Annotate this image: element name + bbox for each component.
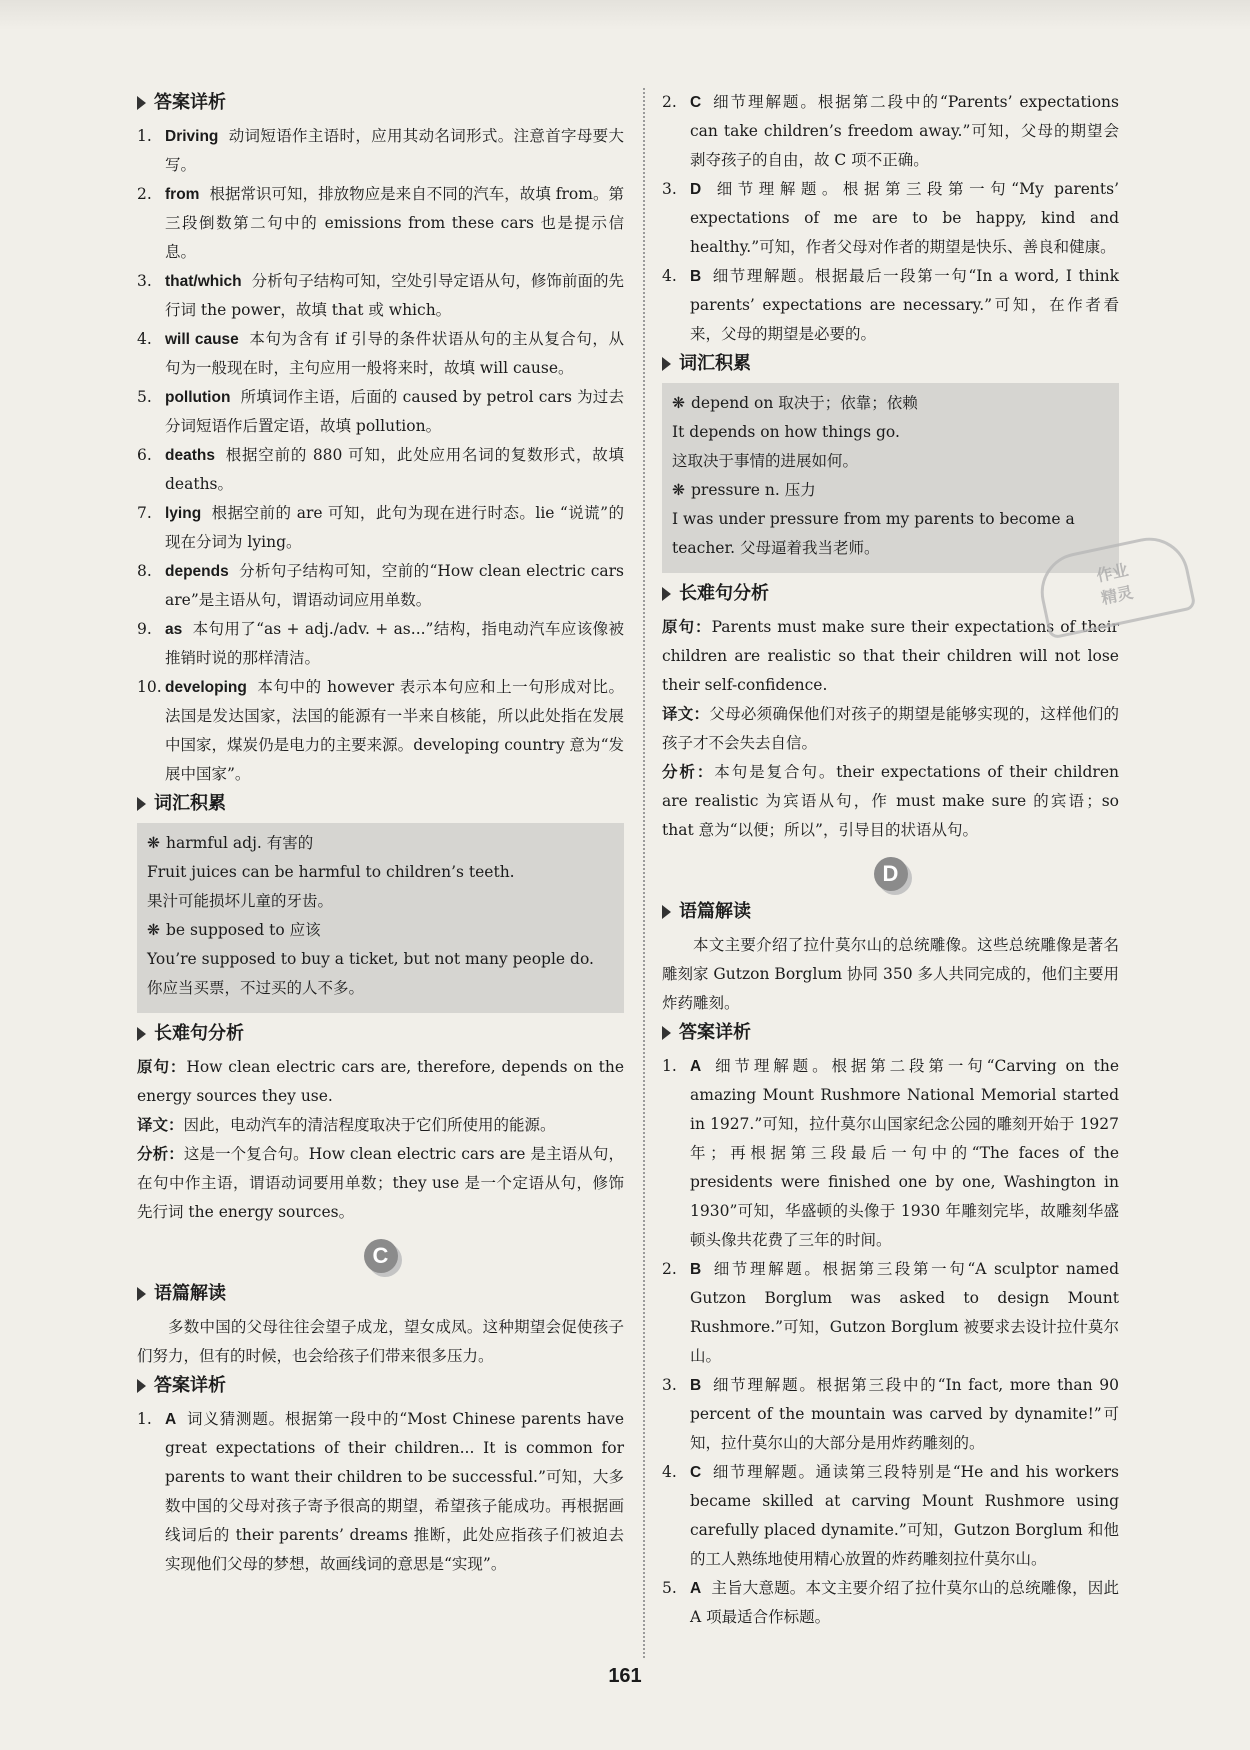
triangle-icon	[137, 96, 146, 110]
triangle-icon	[662, 357, 671, 371]
original-sentence: 原句：How clean electric cars are, therefore, depends on the energy sources they use.	[137, 1058, 624, 1105]
answer-body	[165, 615, 624, 673]
answer-number: 5.	[662, 1579, 677, 1597]
answer-list	[137, 122, 624, 789]
vocab-heading: 词汇积累	[662, 351, 1119, 377]
asterisk-icon: ❋	[672, 394, 685, 412]
answer-key: will cause	[165, 331, 239, 348]
answer-item	[662, 175, 1119, 262]
answer-explanation: 动词短语作主语时，应用其动名词形式。注意首字母要大写。	[165, 127, 624, 174]
answer-key: C	[690, 94, 702, 111]
answer-body	[165, 180, 624, 267]
vocab-line: ❋ depend on 取决于；依靠；依赖	[672, 394, 918, 412]
answer-item	[137, 325, 624, 383]
answer-number: 4.	[662, 267, 677, 285]
answer-number: 5.	[137, 388, 152, 406]
answer-explanation: 细节理解题。通读第三段特别是“He and his workers became skilled at carving Mount Rushmore using carefully placed dynamite.”可知，Gutzon Borglum 和他的工人熟练地使用精心放置的炸药雕刻拉什莫尔山。	[690, 1463, 1119, 1568]
answer-item	[137, 1405, 624, 1579]
answer-explanation: 根据空前的 880 可知，此处应用名词的复数形式，故填 deaths。	[165, 446, 624, 493]
answer-explanation: 细节理解题。根据第二段中的“Parents’ expectations can take children’s freedom away.”可知，父母的期望会剥夺孩子的自由，故 C 项不正确。	[690, 93, 1119, 169]
triangle-icon	[137, 1287, 146, 1301]
answer-key: pollution	[165, 389, 231, 406]
answer-key: A	[690, 1058, 702, 1075]
analysis: 分析：本句是复合句。their expectations of their children are realistic 为宾语从句，作 must make sure 的宾语；so that 意为“以便；所以”，引导目的状语从句。	[662, 763, 1119, 839]
answer-item	[137, 615, 624, 673]
answer-body	[165, 557, 624, 615]
answer-body	[165, 325, 624, 383]
answer-explanation: 细节理解题。根据第二段第一句“Carving on the amazing Mount Rushmore National Memorial started in 1927.”可知，拉什莫尔山国家纪念公园的雕刻开始于 1927 年；再根据第三段最后一句中的“The faces of the presidents were finished one by one, Washington in 1930”可知，华盛顿的头像于 1930 年雕刻完毕，故雕刻华盛顿头像共花费了三年的时间。	[690, 1057, 1119, 1249]
answer-body	[165, 441, 624, 499]
triangle-icon	[137, 1027, 146, 1041]
answer-key: B	[690, 268, 702, 285]
answer-item	[137, 267, 624, 325]
answer-key: from	[165, 186, 200, 203]
answer-list	[662, 1052, 1119, 1632]
answer-key: developing	[165, 679, 247, 696]
answer-number: 2.	[662, 1260, 677, 1278]
asterisk-icon: ❋	[672, 481, 685, 499]
answer-number: 1.	[662, 1057, 677, 1075]
vocab-line: ❋ harmful adj. 有害的	[147, 834, 314, 852]
answer-body	[165, 122, 624, 180]
triangle-icon	[662, 587, 671, 601]
vocab-line: Fruit juices can be harmful to children’s teeth.	[147, 863, 515, 881]
vocab-heading: 词汇积累	[137, 791, 624, 817]
answer-key: B	[690, 1261, 702, 1278]
answer-body	[690, 88, 1119, 175]
answer-item	[662, 1458, 1119, 1574]
answer-key: B	[690, 1377, 702, 1394]
answer-item	[662, 1574, 1119, 1632]
answer-body	[690, 1371, 1119, 1458]
answer-explanation: 本句用了“as + adj./adv. + as...”结构，指电动汽车应该像被推销时说的那样清洁。	[165, 620, 624, 667]
original-sentence: 原句：Parents must make sure their expectations of their children are realistic so that their children will not lose their self-confidence.	[662, 618, 1119, 694]
answer-number: 1.	[137, 127, 152, 145]
answer-body	[690, 1255, 1119, 1371]
vocab-line: 果汁可能损坏儿童的牙齿。	[147, 892, 334, 910]
asterisk-icon: ❋	[147, 834, 160, 852]
answer-number: 3.	[662, 180, 677, 198]
answer-item	[137, 122, 624, 180]
triangle-icon	[662, 905, 671, 919]
answer-key: C	[690, 1464, 702, 1481]
triangle-icon	[137, 797, 146, 811]
answer-key: lying	[165, 505, 202, 522]
answer-item	[137, 499, 624, 557]
answer-number: 7.	[137, 504, 152, 522]
translation: 译文：父母必须确保他们对孩子的期望是能够实现的，这样他们的孩子才不会失去自信。	[662, 705, 1119, 752]
answer-explanation: 根据常识可知，排放物应是来自不同的汽车，故填 from。第三段倒数第二句中的 emissions from these cars 也是提示信息。	[165, 185, 624, 261]
sentence-heading: 长难句分析	[137, 1021, 624, 1047]
answer-body	[165, 673, 624, 789]
answer-body	[165, 1405, 624, 1579]
translation: 译文：因此，电动汽车的清洁程度取决于它们所使用的能源。	[137, 1116, 556, 1134]
answer-key: Driving	[165, 128, 219, 145]
answer-number: 8.	[137, 562, 152, 580]
asterisk-icon: ❋	[147, 921, 160, 939]
left-column	[137, 88, 624, 1579]
answer-explanation: 本句为含有 if 引导的条件状语从句的主从复合句，从句为一般现在时，主句应用一般将来时，故填 will cause。	[165, 330, 624, 377]
vocab-line: It depends on how things go.	[672, 423, 900, 441]
answer-key: A	[165, 1411, 177, 1428]
answer-list	[137, 1405, 624, 1579]
right-column	[662, 88, 1119, 1632]
answer-body	[165, 267, 624, 325]
vocab-line: 你应当买票，不过买的人不多。	[147, 979, 365, 997]
answer-item	[137, 441, 624, 499]
answer-explanation: 分析句子结构可知，空处引导定语从句，修饰前面的先行词 the power，故填 that 或 which。	[165, 272, 624, 319]
sentence-heading: 长难句分析	[662, 581, 1119, 607]
answer-explanation: 细节理解题。根据第三段中的“In fact, more than 90 percent of the mountain was carved by dynamite!”可知，拉什莫尔山的大部分是用炸药雕刻的。	[690, 1376, 1119, 1452]
answer-item	[662, 1371, 1119, 1458]
vocab-line: You’re supposed to buy a ticket, but not many people do.	[147, 950, 594, 968]
answer-item	[662, 1052, 1119, 1255]
answer-key: as	[165, 621, 183, 638]
watermark-stamp: 作业 精灵	[1033, 530, 1196, 639]
page-number: 161	[608, 1665, 642, 1687]
answer-item	[662, 262, 1119, 349]
triangle-icon	[137, 1379, 146, 1393]
answer-number: 4.	[137, 330, 152, 348]
answer-number: 4.	[662, 1463, 677, 1481]
answer-key: that/which	[165, 273, 242, 290]
reading-heading: 语篇解读	[662, 899, 1119, 925]
answer-number: 10.	[137, 678, 162, 696]
answers-heading: 答案详析	[137, 1373, 624, 1399]
answer-explanation: 根据空前的 are 可知，此句为现在进行时态。lie “说谎”的现在分词为 lying。	[165, 504, 624, 551]
answer-key: D	[690, 181, 702, 198]
answer-explanation: 所填词作主语，后面的 caused by petrol cars 为过去分词短语作后置定语，故填 pollution。	[165, 388, 624, 435]
reading-summary: 本文主要介绍了拉什莫尔山的总统雕像。这些总统雕像是著名雕刻家 Gutzon Borglum 协同 350 多人共同完成的，他们主要用炸药雕刻。	[662, 936, 1119, 1012]
analysis: 分析：这是一个复合句。How clean electric cars are 是主语从句，在句中作主语，谓语动词要用单数；they use 是一个定语从句，修饰先行词 the energy sources。	[137, 1145, 624, 1221]
answer-item	[137, 180, 624, 267]
answer-number: 6.	[137, 446, 152, 464]
answer-explanation: 细节理解题。根据第三段第一句“A sculptor named Gutzon Borglum was asked to design Mount Rushmore.”可知，Gutzon Borglum 被要求去设计拉什莫尔山。	[690, 1260, 1119, 1365]
answer-body	[690, 262, 1119, 349]
answer-body	[690, 1052, 1119, 1255]
answer-number: 1.	[137, 1410, 152, 1428]
reading-summary: 多数中国的父母往往会望子成龙，望女成凤。这种期望会促使孩子们努力，但有的时候，也会给孩子们带来很多压力。	[137, 1318, 624, 1365]
answers-heading: 答案详析	[662, 1020, 1119, 1046]
answer-explanation: 细节理解题。根据第三段第一句“My parents’ expectations of me are to be happy, kind and healthy.”可知，作者父母对作者的期望是快乐、善良和健康。	[690, 180, 1119, 256]
answer-item	[137, 673, 624, 789]
answer-number: 9.	[137, 620, 152, 638]
vocab-line: ❋ be supposed to 应该	[147, 921, 321, 939]
answer-number: 2.	[137, 185, 152, 203]
answer-body	[690, 1574, 1119, 1632]
answer-number: 2.	[662, 93, 677, 111]
vocab-line: ❋ pressure n. 压力	[672, 481, 816, 499]
answer-item	[662, 88, 1119, 175]
answer-explanation: 主旨大意题。本文主要介绍了拉什莫尔山的总统雕像，因此 A 项最适合作标题。	[690, 1579, 1119, 1626]
answer-body	[165, 499, 624, 557]
answer-body	[690, 1458, 1119, 1574]
answers-heading: 答案详析	[137, 90, 624, 116]
passage-c-icon: C	[364, 1239, 398, 1273]
passage-d-icon: D	[874, 857, 908, 891]
vocab-line: 这取决于事情的进展如何。	[672, 452, 859, 470]
answer-item	[137, 383, 624, 441]
answer-body	[165, 383, 624, 441]
reading-heading: 语篇解读	[137, 1281, 624, 1307]
triangle-icon	[662, 1026, 671, 1040]
answer-key: deaths	[165, 447, 215, 464]
answer-item	[137, 557, 624, 615]
answer-body	[690, 175, 1119, 262]
answer-explanation: 分析句子结构可知，空前的“How clean electric cars are”是主语从句，谓语动词应用单数。	[165, 562, 624, 609]
answer-key: A	[690, 1580, 702, 1597]
answer-explanation: 本句中的 however 表示本句应和上一句形成对比。法国是发达国家，法国的能源有一半来自核能，所以此处指在发展中国家，煤炭仍是电力的主要来源。developing country 意为“发展中国家”。	[165, 678, 624, 783]
answer-list	[662, 88, 1119, 349]
answer-number: 3.	[137, 272, 152, 290]
column-divider	[643, 88, 645, 1658]
answer-explanation: 词义猜测题。根据第一段中的“Most Chinese parents have great expectations of their children... It is common for parents to want their children to be successful.”可知，大多数中国的父母对孩子寄予很高的期望，希望孩子能成功。再根据画线词后的 their parents’ dreams 推断，此处应指孩子们被迫去实现他们父母的梦想，故画线词的意思是“实现”。	[165, 1410, 624, 1573]
vocab-box	[137, 823, 624, 1013]
answer-number: 3.	[662, 1376, 677, 1394]
answer-item	[662, 1255, 1119, 1371]
vocab-line: I was under pressure from my parents to become a teacher. 父母逼着我当老师。	[672, 510, 1075, 557]
answer-explanation: 细节理解题。根据最后一段第一句“In a word, I think parents’ expectations are necessary.”可知，在作者看来，父母的期望是必要的。	[690, 267, 1119, 343]
vocab-box	[662, 383, 1119, 573]
top-edge-shadow	[0, 0, 1250, 30]
answer-key: depends	[165, 563, 229, 580]
